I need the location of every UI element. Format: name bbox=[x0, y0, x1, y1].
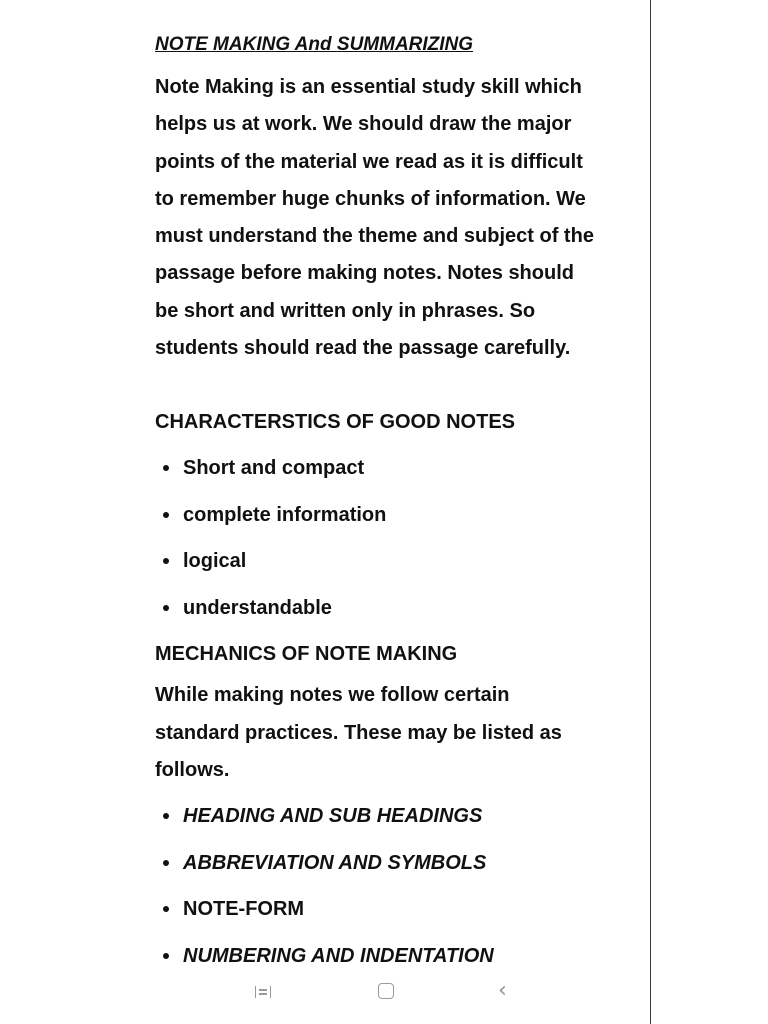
list-item bbox=[155, 933, 625, 980]
characteristics-list bbox=[155, 445, 625, 631]
mechanics-list bbox=[155, 793, 625, 979]
list-item bbox=[155, 585, 625, 632]
intro-line: Note Making is an essential study skill which bbox=[155, 76, 582, 98]
system-navigation-bar bbox=[250, 978, 520, 1008]
bullet-dot-icon bbox=[163, 605, 169, 611]
intro-line: helps us at work. We should draw the major bbox=[155, 113, 572, 136]
bullet-dot-icon bbox=[163, 813, 169, 819]
list-item-label: Short and compact bbox=[183, 457, 365, 480]
back-icon[interactable]: ‹ bbox=[498, 978, 507, 1003]
characteristics-heading: CHARACTERSTICS OF GOOD NOTES bbox=[155, 411, 516, 434]
list-item-label: HEADING AND SUB HEADINGS bbox=[183, 805, 483, 828]
home-icon[interactable] bbox=[378, 983, 394, 999]
intro-paragraph bbox=[155, 69, 625, 367]
list-item-label: ABBREVIATION AND SYMBOLS bbox=[183, 851, 487, 874]
mechanics-heading: MECHANICS OF NOTE MAKING bbox=[155, 643, 458, 666]
list-item bbox=[155, 793, 625, 840]
list-item bbox=[155, 492, 625, 539]
bullet-dot-icon bbox=[163, 860, 169, 866]
list-item-label: complete information bbox=[183, 503, 387, 526]
list-item-label: understandable bbox=[183, 596, 332, 619]
document-content bbox=[155, 30, 625, 979]
document-title: NOTE MAKING And SUMMARIZING bbox=[155, 34, 474, 55]
intro-line: points of the material we read as it is difficult bbox=[155, 150, 583, 173]
bullet-dot-icon bbox=[163, 512, 169, 518]
intro-line: to remember huge chunks of information. We bbox=[155, 187, 586, 210]
mechanics-line: follows. bbox=[155, 758, 230, 781]
list-item-label: logical bbox=[183, 550, 247, 573]
intro-line: students should read the passage carefully. bbox=[155, 337, 571, 360]
bullet-dot-icon bbox=[163, 558, 169, 564]
list-item bbox=[155, 538, 625, 585]
bullet-dot-icon bbox=[163, 953, 169, 959]
bullet-dot-icon bbox=[163, 465, 169, 471]
list-item bbox=[155, 445, 625, 492]
page-edge-divider bbox=[650, 0, 651, 1024]
intro-line: be short and written only in phrases. So bbox=[155, 299, 536, 322]
bullet-dot-icon bbox=[163, 906, 169, 912]
intro-line: passage before making notes. Notes should bbox=[155, 262, 574, 285]
list-item bbox=[155, 840, 625, 887]
mechanics-line: While making notes we follow certain bbox=[155, 684, 510, 707]
recent-apps-icon[interactable] bbox=[255, 986, 271, 998]
list-item bbox=[155, 886, 625, 933]
list-item-label: NUMBERING AND INDENTATION bbox=[183, 944, 494, 967]
intro-line: must understand the theme and subject of the bbox=[155, 225, 594, 248]
mechanics-paragraph bbox=[155, 677, 625, 789]
mechanics-line: standard practices. These may be listed as bbox=[155, 721, 562, 744]
list-item-label: NOTE-FORM bbox=[183, 898, 305, 921]
